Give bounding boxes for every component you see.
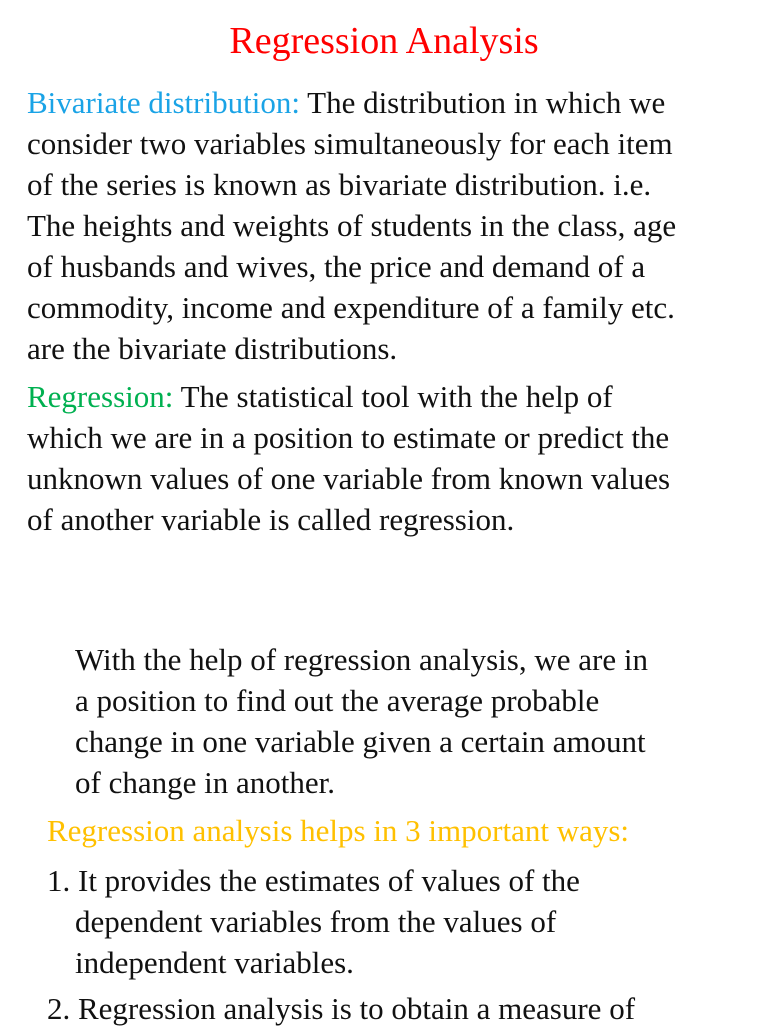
regression-line: of another variable is called regression. bbox=[27, 502, 515, 537]
bivariate-line: consider two variables simultaneously for each item bbox=[27, 126, 673, 161]
bivariate-line: The heights and weights of students in the class, age bbox=[27, 208, 677, 243]
bivariate-text: The distribution in which we bbox=[299, 85, 666, 120]
list-item-line: 2. Regression analysis is to obtain a measure of bbox=[47, 991, 636, 1026]
regression-definition bbox=[27, 376, 670, 540]
bivariate-line-1 bbox=[27, 82, 676, 123]
list-item-line: 1. It provides the estimates of values of the bbox=[47, 863, 580, 898]
help-line: of change in another. bbox=[75, 765, 335, 800]
regression-line: unknown values of one variable from known values bbox=[27, 461, 671, 496]
bivariate-line: are the bivariate distributions. bbox=[27, 331, 398, 366]
help-line: With the help of regression analysis, we are in bbox=[75, 642, 648, 677]
regression-line: which we are in a position to estimate or predict the bbox=[27, 420, 670, 455]
list-item bbox=[47, 860, 580, 983]
help-line: change in one variable given a certain amount bbox=[75, 724, 646, 759]
bivariate-definition bbox=[27, 82, 676, 369]
ways-heading: Regression analysis helps in 3 important ways: bbox=[47, 813, 630, 848]
bivariate-term: Bivariate distribution: bbox=[27, 85, 300, 120]
bivariate-line: of husbands and wives, the price and demand of a bbox=[27, 249, 646, 284]
help-line: a position to find out the average probable bbox=[75, 683, 600, 718]
list-item-line: dependent variables from the values of bbox=[75, 904, 557, 939]
bivariate-line: of the series is known as bivariate distribution. i.e. bbox=[27, 167, 652, 202]
bivariate-line: commodity, income and expenditure of a family etc. bbox=[27, 290, 675, 325]
page-title: Regression Analysis bbox=[229, 20, 539, 62]
help-paragraph bbox=[75, 639, 648, 803]
list-item-line: independent variables. bbox=[75, 945, 354, 980]
regression-line-1 bbox=[27, 376, 670, 417]
regression-text: The statistical tool with the help of bbox=[173, 379, 613, 414]
regression-term: Regression: bbox=[27, 379, 174, 414]
list-item bbox=[47, 988, 635, 1029]
